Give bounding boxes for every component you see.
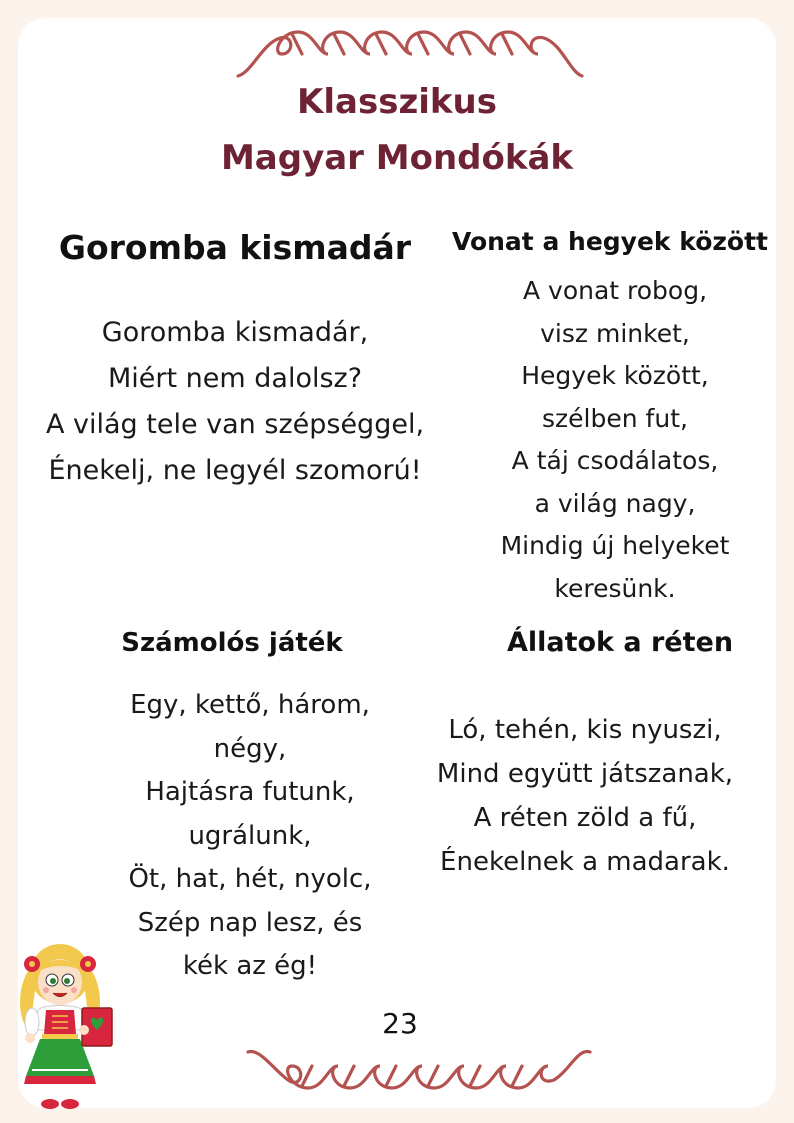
poem-line: Egy, kettő, három, [130,690,370,720]
page-title-line2: Magyar Mondókák [220,138,574,178]
page-title-line1: Klasszikus [297,82,497,122]
poem-line: kék az ég! [182,951,318,981]
poem-title-vonat: Vonat a hegyek között [451,227,769,256]
poem-line: visz minket, [540,318,690,348]
poem-title-goromba-kismadar: Goromba kismadár [58,228,412,267]
poem-line: A vonat robog, [522,276,708,305]
poem-line: Szép nap lesz, és [137,907,363,938]
poem-line: A réten zöld a fű, [473,803,697,833]
poem-body-vonat [460,270,770,610]
poem-line: Miért nem dalolsz? [107,363,363,394]
poem-title-szamolos-jatek: Számolós játék [121,628,343,658]
poem-line: Mind együtt játszanak, [436,759,734,789]
poem-body-allatok-a-reten [420,708,750,884]
bottom-flourish-icon [244,1040,594,1096]
poem-line: Öt, hat, hét, nyolc, [128,864,372,894]
poem-line: A táj csodálatos, [511,446,719,475]
poem-line: Ló, tehén, kis nyuszi, [448,715,722,745]
poem-line: Hegyek között, [521,361,709,390]
top-flourish-icon [232,24,588,80]
poem-title-allatok-a-reten: Állatok a réten [506,627,734,658]
poem-line: Mindig új helyeket [500,531,730,560]
poem-line: Énekelj, ne legyél szomorú! [48,455,422,486]
poem-line: A világ tele van szépséggel, [45,409,425,440]
poem-line: szélben fut, [542,403,688,433]
poem-line: Goromba kismadár, [101,317,369,348]
poem-line: keresünk. [554,573,676,603]
poem-line: ugrálunk, [188,820,312,851]
poem-line: Énekelnek a madarak. [440,847,730,877]
poem-body-szamolos-jatek [100,684,400,989]
poem-line: Hajtásra futunk, [145,777,355,807]
poem-line: a világ nagy, [534,488,696,518]
poem-body-goromba-kismadar [20,310,450,494]
page-number: 23 [382,1007,418,1040]
girl-with-book-icon [12,938,122,1118]
poem-line: négy, [213,733,287,764]
